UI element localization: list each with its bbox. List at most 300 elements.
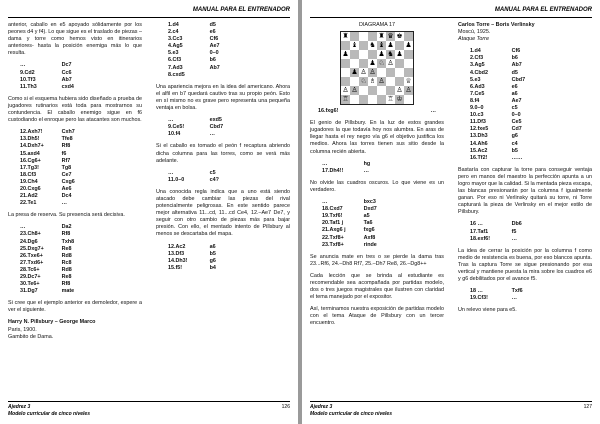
move-row — [8, 274, 142, 281]
move-cell: c4 — [511, 140, 518, 147]
chess-piece-icon: ♝ — [351, 42, 358, 50]
chess-piece-icon: ♟ — [351, 69, 358, 77]
move-cell: 18.Cxd7 — [322, 206, 343, 213]
move-cell: 14.Ah6 — [470, 140, 488, 147]
move-cell: Ab7 — [511, 62, 522, 69]
move-cell: Ae7 — [209, 43, 220, 50]
move-cell — [102, 151, 142, 158]
move-cell: Ta6 — [363, 220, 373, 227]
move-row — [8, 239, 142, 246]
paragraph: La presa de reserva. Su presencia será decisiva. — [8, 212, 125, 219]
move-cell: Rd8 — [61, 252, 72, 259]
move-row — [458, 98, 592, 105]
board-square — [395, 77, 404, 86]
board-square — [404, 95, 413, 104]
move-cell — [552, 84, 592, 91]
move-cell: bxc3 — [363, 199, 376, 206]
paragraph: Una apariencia mejora en la idea del americano. Ahora el alfil en b7 quedará cautivo tras su propio peón. Esto en sí mismo no es grave pero representa una pequeña ventaja en bolsa. — [156, 83, 290, 112]
move-cell — [250, 124, 290, 131]
board-square — [395, 59, 404, 68]
move-cell: Ab7 — [61, 76, 72, 83]
move-cell — [102, 274, 142, 281]
chess-piece-icon: ♘ — [360, 78, 367, 86]
paragraph: anterior, caballo en e5 apoyado sólidamente por los peones d4 y f4). Lo que sigue es el traslado de piezas – dama y torre como hemos visto en itinerarios anteriores- hasta la posición enemiga más lo que resulta. — [8, 22, 142, 57]
move-cell: fxg6 — [363, 227, 375, 234]
board-square — [395, 41, 404, 50]
chess-piece-icon: ♙ — [405, 87, 412, 95]
move-row — [156, 43, 290, 50]
move-row — [156, 258, 290, 265]
move-row — [458, 70, 592, 77]
move-row — [156, 124, 290, 131]
footer-line1: Ajedrez 3 — [8, 404, 31, 410]
move-cell: Rf8 — [61, 231, 71, 238]
move-cell — [404, 206, 444, 213]
move-cell: 20.Cxg6 — [20, 185, 41, 192]
move-cell — [552, 221, 592, 228]
move-row — [458, 119, 592, 126]
move-cell: 5.e3 — [470, 76, 481, 83]
chess-piece-icon: ♙ — [342, 87, 349, 95]
move-cell: 20.Taf1 j — [322, 220, 344, 227]
move-cell — [404, 168, 444, 175]
move-cell: Rf8 — [61, 143, 71, 150]
move-cell: Cxg6 — [61, 178, 75, 185]
move-cell: Cxh7 — [61, 129, 75, 136]
move-cell: 21.Axg6 j — [322, 227, 346, 234]
move-cell: 5.e3 — [168, 50, 179, 57]
move-cell — [552, 295, 592, 302]
move-row — [8, 136, 142, 143]
move-cell — [552, 48, 592, 55]
move-cell — [250, 29, 290, 36]
move-row — [458, 84, 592, 91]
move-cell: 4.Ag5 — [168, 43, 183, 50]
move-row — [310, 161, 444, 168]
board-square — [350, 59, 359, 68]
move-cell: 1.d4 — [470, 48, 481, 55]
move-cell: Db6 — [511, 221, 522, 228]
move-row — [8, 224, 142, 231]
game-title: Harry N. Pillsbury – George Marco — [8, 319, 96, 326]
move-cell: c5 — [209, 169, 216, 176]
chess-piece-icon: ♖ — [387, 96, 394, 104]
move-cell: 0–0 — [511, 112, 521, 119]
move-cell: 9.Ce5! — [168, 124, 185, 131]
move-cell: 31.Dg7 — [20, 288, 38, 295]
paragraph: El genio de Pillsbury. En la luz de estos grandes jugadores la que todavía hoy nos alumbra. En aras de llegar hasta el rey negro vía g6 el objetivo justifica los medios. Ahora las torres tienen sus sitio desde la columna recién abierta. — [310, 120, 444, 155]
move-row — [8, 62, 142, 69]
chess-piece-icon: ♙ — [351, 87, 358, 95]
move-cell: b5 — [209, 250, 216, 257]
board-square — [359, 95, 368, 104]
move-cell: 7.Ad3 — [168, 64, 183, 71]
move-cell — [552, 55, 592, 62]
move-cell: Cd7 — [511, 126, 522, 133]
move-cell: 18 … — [470, 288, 483, 295]
move-cell: 16.Tf2! — [470, 154, 488, 161]
move-list — [156, 117, 290, 138]
move-cell: Cf6 — [511, 48, 521, 55]
move-row — [156, 251, 290, 258]
move-cell: 11.Th3 — [20, 83, 37, 90]
move-cell: Tg8 — [61, 164, 72, 171]
move-cell: c4? — [209, 176, 219, 183]
move-row — [8, 186, 142, 193]
page-127 — [302, 0, 600, 424]
move-cell: hg — [363, 160, 371, 167]
move-cell: 14.Dxh7+ — [20, 143, 44, 150]
move-cell: mate — [61, 288, 75, 295]
move-list — [310, 199, 444, 249]
board-square — [404, 59, 413, 68]
move-cell: 25.Dxg7+ — [20, 245, 44, 252]
board-square — [341, 68, 350, 77]
move-cell: Re8 — [61, 245, 72, 252]
move-row — [156, 65, 290, 72]
move-cell: 10.Tf3 — [20, 76, 36, 83]
move-cell — [102, 288, 142, 295]
chess-piece-icon: ♟ — [378, 51, 385, 59]
move-cell: Dc4 — [61, 193, 72, 200]
paragraph: La idea de cerrar la posición por la columna f como medio de resistencia es buena, por eso blancos apunta. Tras la captura Torre se sigue presionando por esa vertical y mantiene puesta la mira sobre los cuadros e6 y g6 debilitados por el avance f5. — [458, 247, 592, 283]
board-square — [386, 77, 395, 86]
paragraph: No olvide las cuadros oscuros. Lo que viene es un verdadero. — [310, 179, 444, 193]
board-square — [350, 95, 359, 104]
move-cell — [250, 65, 290, 72]
move-row — [8, 129, 142, 136]
move-cell — [102, 143, 142, 150]
move-cell: 17.Dh4!! — [322, 167, 344, 174]
move-row — [8, 151, 142, 158]
move-cell: 19.Ch4 — [20, 178, 38, 185]
move-cell — [250, 50, 290, 57]
move-cell: b6 — [209, 57, 216, 64]
move-row — [458, 229, 592, 236]
move-cell — [102, 136, 142, 143]
move-cell: 30.Te6+ — [20, 281, 40, 288]
move-row — [156, 36, 290, 43]
move-cell — [250, 22, 290, 29]
move-cell: 18.Cf3 — [20, 171, 37, 178]
paragraph: Se anuncia mate en tres o se pierde la dama tras 23...Rf6, 24.–Dh8 Rf7, 25.–Dh7 Re8, 26.–Dg8++ — [310, 253, 444, 267]
move-row — [156, 177, 290, 184]
move-cell — [552, 91, 592, 98]
move-row — [156, 131, 290, 138]
move-cell: a6 — [209, 243, 216, 250]
page-footer — [310, 401, 592, 418]
move-cell — [250, 43, 290, 50]
move-cell: 1.d4 — [168, 22, 179, 28]
move-cell: Txf6 — [511, 288, 523, 295]
move-cell — [404, 199, 444, 206]
move-cell — [102, 253, 142, 260]
move-row — [8, 253, 142, 260]
board-square — [404, 68, 413, 77]
game-place: Moscú, 1925. — [458, 29, 491, 36]
move-cell: 3.Cc3 — [168, 36, 183, 43]
move-cell: 3.Ag5 — [470, 62, 485, 69]
move-cell — [102, 172, 142, 179]
move-cell: Txh8 — [61, 238, 75, 245]
move-row — [8, 165, 142, 172]
move-cell: 15.Ac2 — [470, 147, 488, 154]
move-cell: Ab7 — [209, 64, 220, 71]
move-cell — [102, 200, 142, 207]
move-cell — [102, 186, 142, 193]
move-cell: 23.Ch8+ — [20, 231, 41, 238]
column-1 — [310, 22, 444, 333]
board-square — [377, 68, 386, 77]
move-cell: … — [61, 200, 67, 207]
move-cell: Ce5 — [511, 119, 522, 126]
move-cell — [552, 119, 592, 126]
board-square — [359, 59, 368, 68]
board-square — [341, 59, 350, 68]
move-cell: 16 … — [470, 221, 483, 228]
chess-piece-icon: ♟ — [396, 51, 403, 59]
move-cell — [552, 236, 592, 243]
board-square — [350, 50, 359, 59]
board-square — [404, 50, 413, 59]
move-cell — [102, 77, 142, 84]
move-cell — [102, 62, 142, 69]
move-cell — [102, 224, 142, 231]
chess-piece-icon: ♞ — [387, 51, 394, 59]
column-1 — [8, 22, 142, 341]
move-cell — [552, 98, 592, 105]
move-row — [458, 236, 592, 243]
move-cell — [552, 141, 592, 148]
move-cell: g6 — [511, 133, 518, 140]
board-square — [368, 32, 377, 41]
board-square — [395, 68, 404, 77]
move-cell: Da2 — [61, 224, 72, 231]
chess-piece-icon: ♟ — [405, 42, 412, 50]
move-cell: Rc8 — [61, 259, 72, 266]
move-cell — [250, 177, 290, 184]
page-header: MANUAL PARA EL ENTRENADOR — [310, 4, 592, 18]
diagram-caption — [310, 108, 444, 115]
move-cell: Tfe8 — [61, 136, 73, 143]
chess-piece-icon: ♜ — [342, 33, 349, 41]
move-list — [458, 221, 592, 242]
move-cell — [552, 229, 592, 236]
move-row — [458, 141, 592, 148]
move-cell: … — [168, 117, 174, 124]
move-row — [8, 77, 142, 84]
page-header: MANUAL PARA EL ENTRENADOR — [8, 4, 290, 18]
board-square — [341, 41, 350, 50]
move-cell — [552, 112, 592, 119]
move-cell — [552, 126, 592, 133]
move-row — [8, 84, 142, 91]
move-row — [458, 112, 592, 119]
move-row — [458, 55, 592, 62]
move-cell — [102, 281, 142, 288]
move-row — [310, 220, 444, 227]
move-cell: 2.c4 — [168, 29, 179, 36]
move-cell: 24.Dg6 — [20, 238, 38, 245]
move-cell — [404, 161, 444, 168]
board-square — [359, 50, 368, 59]
chess-piece-icon: ♛ — [387, 33, 394, 41]
game-opening: Ataque Torre — [458, 36, 489, 43]
move-row — [458, 295, 592, 302]
paragraph: Si el caballo es tomado el peón f recaptura abriendo dicha columna para las torres, como se verá más adelante. — [156, 143, 290, 164]
board-square — [386, 86, 395, 95]
page-number: 127 — [583, 404, 592, 410]
move-cell: e6 — [511, 83, 518, 90]
chess-piece-icon: ♙ — [396, 87, 403, 95]
move-cell: 22.Txf8+ — [322, 234, 344, 241]
paragraph: Como si el esquema hubiera sido diseñado a prueba de jugadores rutinarios está toda para mostrarnos su contundencia. El caballo enemigo sigue en f6 custodiando el enroque pero las atacantes son muchos. — [8, 95, 142, 124]
move-cell — [102, 246, 142, 253]
move-cell: Cf6 — [209, 36, 219, 43]
move-cell — [404, 242, 444, 249]
move-cell: g6 — [209, 257, 216, 264]
move-cell: 19.Txf6! — [322, 213, 343, 220]
move-cell — [552, 133, 592, 140]
move-row — [156, 72, 290, 79]
move-cell: 29.Dc7+ — [20, 274, 41, 280]
move-cell: 13.Dh3 — [470, 133, 488, 140]
move-list — [156, 170, 290, 184]
move-row — [458, 48, 592, 55]
move-cell: 12.fxe5 — [470, 126, 489, 133]
move-row — [458, 288, 592, 295]
board-square — [350, 77, 359, 86]
move-cell — [250, 72, 290, 79]
move-cell — [552, 105, 592, 112]
move-cell: 12.Axh7! — [20, 129, 43, 136]
move-cell: Rf7 — [61, 157, 71, 164]
paragraph: Así, terminamos nuestra exposición de partidas modelo con el tema Ataque de Pillsbury con un tercer encuentro. — [310, 306, 444, 327]
move-cell: Dc7 — [61, 62, 72, 69]
move-row — [8, 288, 142, 295]
chess-piece-icon: ♗ — [369, 78, 376, 86]
move-row — [8, 267, 142, 274]
move-cell: 27.Txd6+ — [20, 259, 44, 266]
move-cell: 12.Ac2 — [168, 243, 186, 250]
move-cell: Axf8 — [363, 234, 376, 241]
move-row — [156, 29, 290, 36]
move-cell: … — [168, 169, 174, 176]
move-list — [8, 62, 142, 90]
paragraph: Bastaría con capturar la torre para conseguir ventaja pero en manos del maestro la perfección apunta a un logro mayor que la calidad. Si la mentada pieza escapa, las blancas presionarán por la columna f igualmente ganan. Por eso ni Verlinsky quitará su torre, ni Torre capturará la pieza de Verlinsky en el mejor estilo de Pillsbury. — [458, 166, 592, 216]
board-square — [368, 95, 377, 104]
board-square — [377, 95, 386, 104]
board-square — [350, 32, 359, 41]
move-cell: 7.Ce5 — [470, 90, 485, 97]
move-cell: a5 — [363, 213, 370, 220]
move-cell: 21.Ad2 — [20, 193, 38, 200]
move-cell: 11.0–0 — [168, 176, 185, 183]
chess-piece-icon: ♙ — [378, 78, 385, 86]
move-cell: d5 — [511, 69, 518, 76]
move-row — [156, 170, 290, 177]
move-cell — [552, 70, 592, 77]
board-square — [368, 86, 377, 95]
board-square — [359, 32, 368, 41]
move-cell: 0–0 — [209, 50, 219, 57]
move-cell — [102, 179, 142, 186]
move-row — [156, 57, 290, 64]
move-row — [8, 179, 142, 186]
move-list — [8, 224, 142, 295]
move-cell: Rd8 — [61, 266, 72, 273]
footer-line1: Ajedrez 3 — [310, 404, 333, 410]
chess-piece-icon: ♔ — [396, 96, 403, 104]
move-cell: f6 — [61, 150, 67, 157]
move-cell — [250, 117, 290, 124]
board-square — [341, 77, 350, 86]
move-cell: d5 — [209, 22, 216, 28]
move-cell: 13.Df3 — [168, 250, 185, 257]
caption-dots: … — [430, 108, 436, 115]
move-cell: 8.cxd5 — [168, 71, 185, 78]
move-row — [458, 155, 592, 162]
move-row — [8, 260, 142, 267]
move-cell: … — [322, 160, 328, 167]
move-cell — [552, 148, 592, 155]
move-row — [8, 200, 142, 207]
move-row — [8, 246, 142, 253]
chess-piece-icon: ♟ — [342, 51, 349, 59]
move-cell — [404, 235, 444, 242]
paragraph: Si cree que el ejemplo anterior es demoledor, espere a ver el siguiente. — [8, 300, 142, 314]
move-cell: 16.Cg6+ — [20, 157, 41, 164]
move-cell — [404, 220, 444, 227]
chess-piece-icon: ♙ — [387, 60, 394, 68]
move-list — [156, 244, 290, 272]
move-cell: 9.0–0 — [470, 105, 484, 112]
move-cell — [102, 165, 142, 172]
chess-piece-icon: ♕ — [405, 78, 412, 86]
move-cell — [250, 244, 290, 251]
move-list — [310, 161, 444, 175]
move-row — [8, 158, 142, 165]
move-row — [310, 168, 444, 175]
move-cell: 6.Cf3 — [168, 57, 182, 64]
move-cell: b4 — [209, 264, 216, 271]
move-row — [458, 62, 592, 69]
move-cell — [552, 62, 592, 69]
move-list — [8, 129, 142, 207]
chess-piece-icon: ♟ — [387, 42, 394, 50]
column-2 — [458, 22, 592, 319]
move-cell: 26.Txe6+ — [20, 252, 43, 259]
chess-board — [340, 31, 414, 105]
move-row — [310, 206, 444, 213]
move-row — [458, 133, 592, 140]
move-cell — [250, 251, 290, 258]
move-row — [310, 242, 444, 249]
chess-piece-icon: ♙ — [369, 69, 376, 77]
move-cell — [210, 72, 250, 79]
move-cell — [404, 213, 444, 220]
move-row — [458, 77, 592, 84]
move-cell: rinde — [363, 241, 377, 248]
move-cell — [102, 267, 142, 274]
move-cell: Cc6 — [61, 69, 72, 76]
paragraph: Cada lección que se brinda al estudiante es recomendable sea acompañada por partidas modelo, dos o tres juegos magistrales que ilustren con claridad el tema manejado por el expositor. — [310, 272, 444, 301]
move-cell: c5 — [511, 105, 518, 112]
move-cell: … — [20, 62, 26, 69]
move-row — [8, 193, 142, 200]
game-title: Carlos Torre – Boris Verlinsky — [458, 22, 535, 28]
move-cell: cxd4 — [61, 83, 74, 90]
